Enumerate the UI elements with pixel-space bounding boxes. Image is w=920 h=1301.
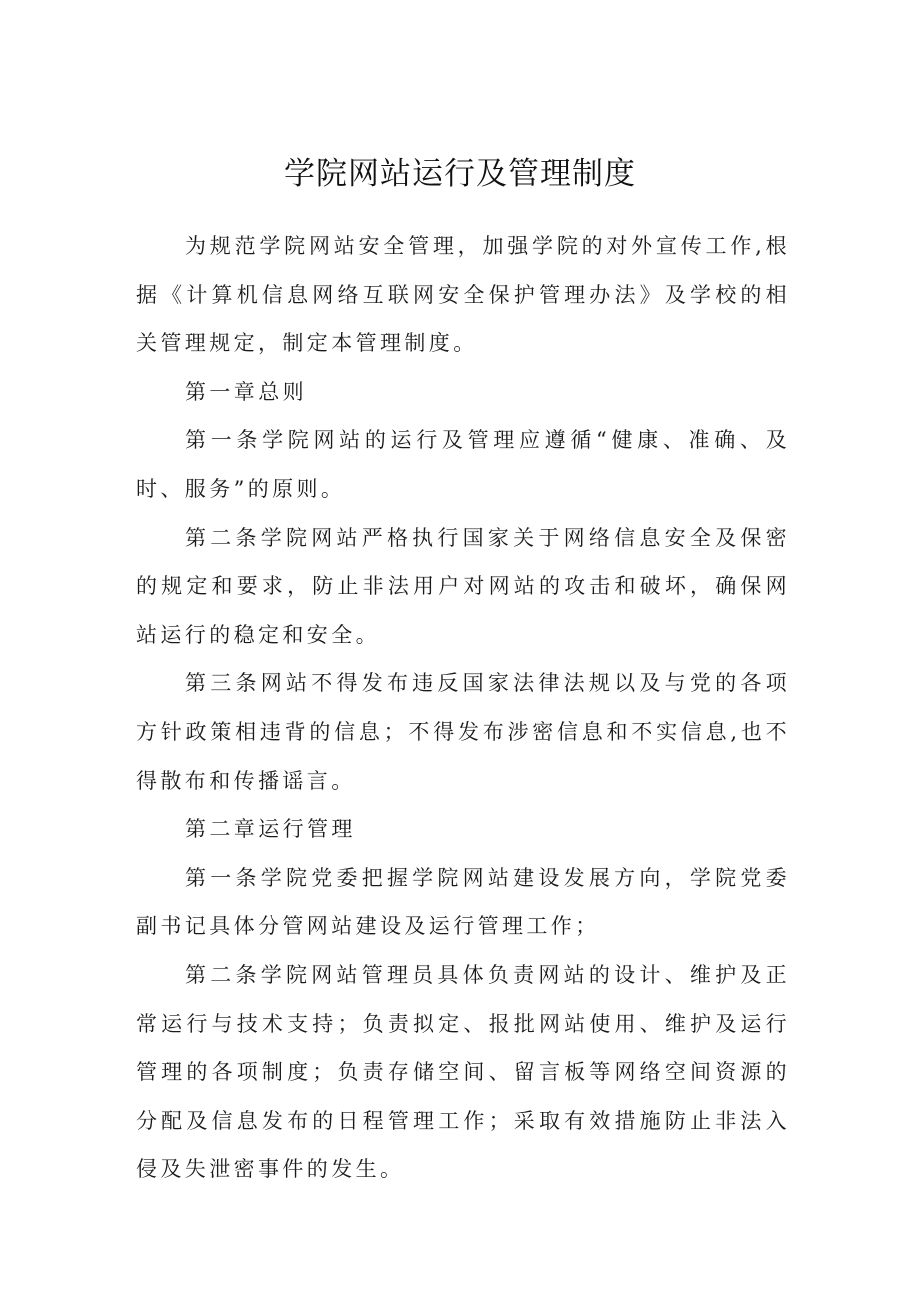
chapter-heading: 第一章总则: [185, 379, 307, 404]
article-paragraph: 第三条网站不得发布违反国家法律法规以及与党的各项方针政策相违背的信息；不得发布涉密信息和不实信息,也不得散布和传播谣言。: [136, 671, 790, 793]
intro-paragraph: 为规范学院网站安全管理，加强学院的对外宣传工作,根据《计算机信息网络互联网安全保护管理办法》及学校的相关管理规定，制定本管理制度。: [136, 234, 790, 356]
article-paragraph: 第二条学院网站管理员具体负责网站的设计、维护及正常运行与技术支持；负责拟定、报批网站使用、维护及运行管理的各项制度；负责存储空间、留言板等网络空间资源的分配及信息发布的日程管理工作；采取有效措施防止非法入侵及失泄密事件的发生。: [136, 962, 790, 1182]
article-paragraph: 第一条学院党委把握学院网站建设发展方向，学院党委副书记具体分管网站建设及运行管理工作；: [136, 865, 790, 939]
article-paragraph: 第二条学院网站严格执行国家关于网络信息安全及保密的规定和要求，防止非法用户对网站的攻击和破坏，确保网站运行的稳定和安全。: [136, 525, 790, 647]
chapter-heading: 第二章运行管理: [185, 817, 356, 842]
article-paragraph: 第一条学院网站的运行及管理应遵循“健康、准确、及时、服务”的原则。: [136, 428, 790, 501]
document-title: 学院网站运行及管理制度: [284, 156, 636, 192]
document-body: [136, 222, 790, 1194]
